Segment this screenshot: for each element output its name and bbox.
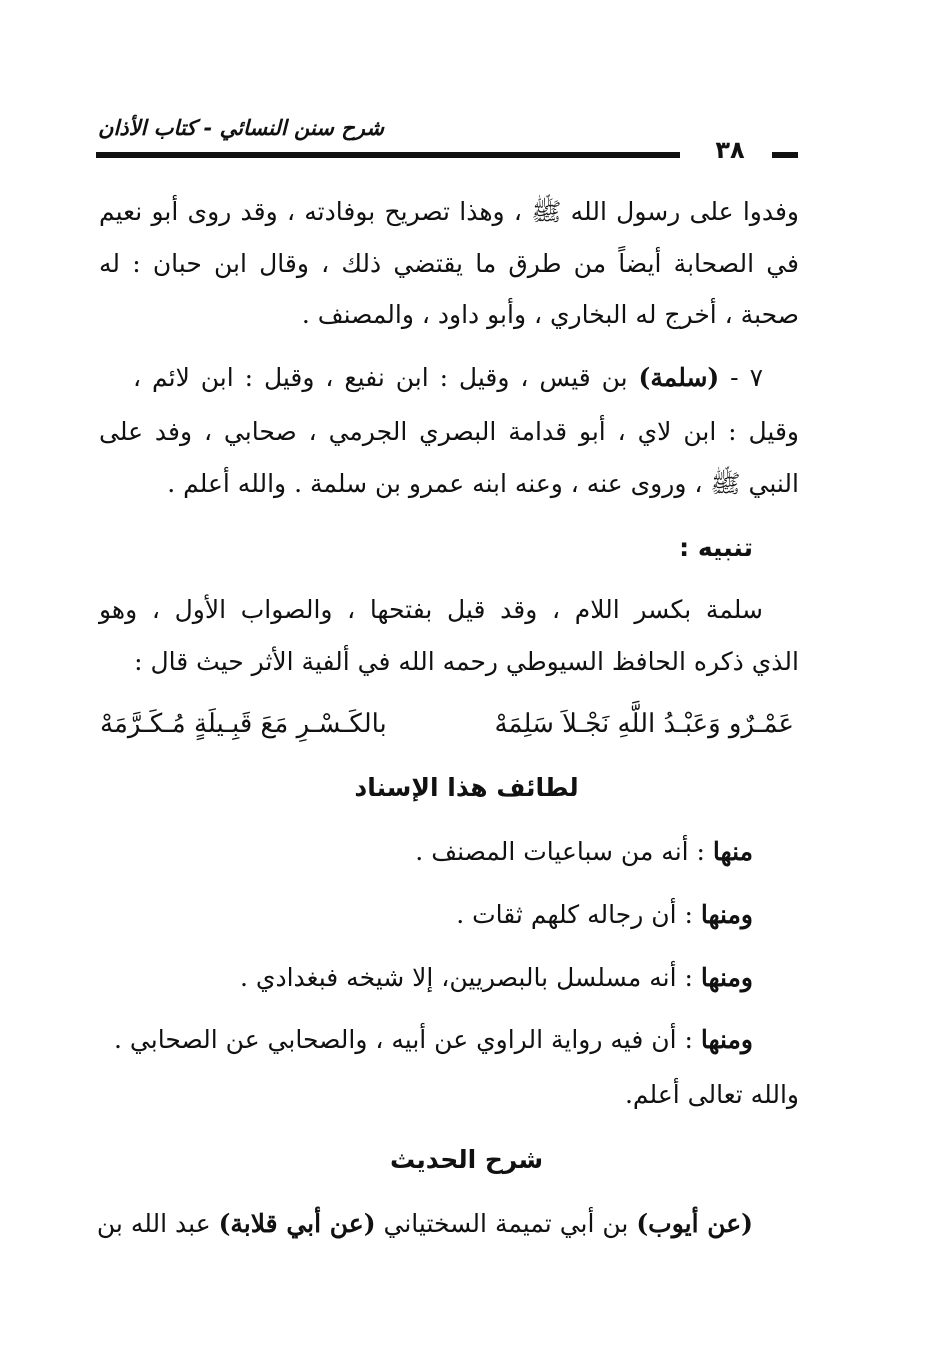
verse (100, 702, 794, 746)
lataif-item-text: : أنه مسلسل بالبصريين، إلا شيخه فبغدادي . (240, 963, 701, 992)
sharh-name1: (عن أيوب) (636, 1209, 753, 1238)
lataif-item-label: ومنها (700, 963, 753, 992)
page-number-dash (772, 152, 798, 158)
lataif-item-label: منها (712, 837, 753, 866)
lataif-heading: لطائف هذا الإسناد (354, 773, 579, 802)
verse-first-hemistich: عَمْـرٌو وَعَبْـدُ اللَّهِ نَجْـلاَ سَلِمَهْ (494, 709, 794, 739)
sharh-text1: بن أبي تميمة السختياني (375, 1209, 637, 1238)
entry-number: ٧ - (719, 363, 763, 392)
sharh-line1 (96, 1204, 753, 1244)
lataif-item-text: : أن فيه رواية الراوي عن أبيه ، والصحابي عن الصحابي . (114, 1025, 701, 1054)
lataif-item-text: : أنه من سباعيات المصنف . (415, 837, 713, 866)
tanbih-line1: سلمة بكسر اللام ، وقد قيل بفتحها ، والصواب الأول ، وهو (99, 595, 763, 624)
lataif-item-label: ومنها (700, 900, 753, 929)
lataif-item (53, 832, 753, 872)
para2-line3: النبي ﷺ ، وروى عنه ، وعنه ابنه عمرو بن سلمة . والله أعلم . (167, 469, 799, 498)
lataif-item (53, 895, 753, 935)
sharh-text2: عبد الله بن (96, 1209, 219, 1238)
para1-line1: وفدوا على رسول الله ﷺ ، وهذا تصريح بوفادته ، وقد روى أبو نعيم (99, 197, 799, 226)
para2-line1 (133, 358, 763, 398)
sharh-heading: شرح الحديث (389, 1145, 544, 1174)
lataif-item (99, 1020, 753, 1060)
lataif-item (53, 958, 753, 998)
page-number: ٣٨ (715, 136, 745, 164)
lataif-item-text: : أن رجاله كلهم ثقات . (456, 900, 701, 929)
sharh-name2: (عن أبي قلابة) (218, 1209, 376, 1238)
running-header-title: شرح سنن النسائي - كتاب الأذان (98, 116, 384, 140)
closing-line: والله تعالى أعلم. (624, 1080, 799, 1109)
para1-line2: في الصحابة أيضاً من طرق ما يقتضي ذلك ، وقال ابن حبان : له (99, 249, 799, 278)
narrator-name: (سلمة) (638, 363, 720, 392)
lataif-item-label: ومنها (700, 1025, 753, 1054)
verse-second-hemistich: بالكَـسْـرِ مَعَ قَبِـيلَةٍ مُـكَـرَّمَهْ (100, 709, 387, 739)
header-rule (96, 152, 680, 158)
para1-line3: صحبة ، أخرج له البخاري ، وأبو داود ، والمصنف . (301, 300, 799, 329)
para2-line1-text: بن قيس ، وقيل : ابن نفيع ، وقيل : ابن لائم ، (133, 363, 639, 392)
para2-line2: وقيل : ابن لاي ، أبو قدامة البصري الجرمي ، صحابي ، وفد على (99, 417, 799, 446)
tanbih-line2: الذي ذكره الحافظ السيوطي رحمه الله في ألفية الأثر حيث قال : (134, 647, 799, 676)
tanbih-heading: تنبيه : (679, 533, 753, 562)
